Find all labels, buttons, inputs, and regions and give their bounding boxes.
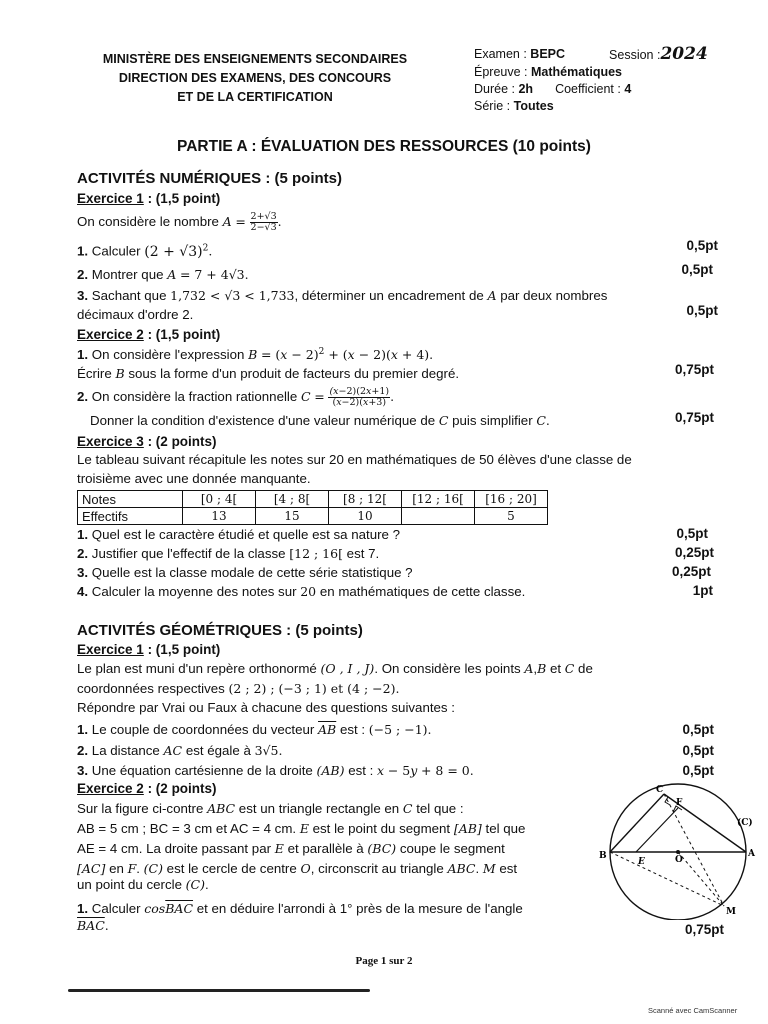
table-cell: [8 ; 12[ [329, 491, 402, 508]
table-cell: 5 [475, 508, 548, 525]
label-m: M [726, 907, 736, 917]
session-value: 2024 [660, 44, 708, 64]
page-footer: Page 1 sur 2 [355, 955, 413, 967]
num-ex3-q4: 4. Calculer la moyenne des notes sur 20 en mathématiques de cette classe. [77, 584, 526, 599]
geo-ex2-line-2: AB = 5 cm ; BC = 3 cm et AC = 4 cm. E est le point du segment [AB] tel que [77, 821, 526, 836]
num-ex2-q2: 2. On considère la fraction rationnelle C = $\frac{(x-2)(2x+1)}{(x-2)(x+3)}$ . [77, 386, 395, 408]
coef-value: 4 [624, 82, 632, 96]
geo-ex2-q1-points: 0,75pt [684, 922, 724, 937]
ministry-line-3: ET DE LA CERTIFICATION [177, 90, 333, 104]
num-ex3-q1-points: 0,5pt [676, 526, 708, 541]
epreuve-label: Épreuve : [474, 65, 528, 79]
exam-info [474, 46, 708, 115]
num-ex1-q3-cont: décimaux d'ordre 2. [77, 307, 194, 322]
geo-ex1-q2: 2. La distance AC est égale à 3√5. [77, 743, 283, 758]
table-cell: 15 [256, 508, 329, 525]
geo-ex2-line-4: [AC] en F. (C) est le cercle de centre O, circonscrit au triangle ABC. M est [77, 861, 518, 876]
num-ex2-q1: 1. On considère l'expression $B = (x - 2)^2 + (x - 2)(x + 4)$. [77, 347, 434, 363]
label-circle: (C) [737, 818, 753, 828]
num-ex3-q3-points: 0,25pt [671, 564, 711, 579]
session-label: Session : [609, 48, 661, 62]
duree-label: Durée : [474, 82, 515, 96]
geo-ex2-line-5: un point du cercle (C). [77, 877, 209, 892]
exam-label: Examen : [474, 47, 527, 61]
geo-ex1-intro-2: coordonnées respectives (2 ; 2) ; (−3 ; 1) et (4 ; −2). [77, 681, 400, 696]
table-cell: Effectifs [78, 508, 183, 525]
num-ex3-title: Exercice 3 : (2 points) [77, 434, 217, 449]
num-ex2-title: Exercice 2 : (1,5 point) [77, 327, 221, 342]
exam-value: BEPC [530, 47, 566, 61]
geo-ex2-line-3: AE = 4 cm. La droite passant par E et parallèle à (BC) coupe le segment [77, 841, 505, 856]
stats-table [77, 490, 548, 525]
numeric-section-title: ACTIVITÉS NUMÉRIQUES : (5 points) [77, 170, 343, 187]
label-e: E [638, 857, 645, 867]
bottom-divider [68, 989, 370, 992]
segment-bc [610, 794, 664, 852]
num-ex2-q1-points: 0,75pt [674, 362, 714, 377]
geo-ex1-q1-points: 0,5pt [682, 722, 714, 737]
segment-cm [664, 794, 724, 906]
coef-label: Coefficient : [555, 82, 621, 96]
num-ex1-q1-points: 0,5pt [686, 238, 718, 253]
ministry-header [60, 50, 450, 107]
geo-ex1-q1: 1. Le couple de coordonnées du vecteur $\overline{AB}$ est : (−5 ; −1). [77, 722, 432, 737]
geo-ex1-title: Exercice 1 : (1,5 point) [77, 642, 221, 657]
label-f: F [676, 798, 683, 808]
table-cell: 13 [183, 508, 256, 525]
label-a: A [748, 849, 755, 859]
label-b: B [599, 851, 607, 861]
center-o [676, 850, 680, 854]
label-c: C [656, 785, 664, 795]
geo-ex1-intro-3: Répondre par Vrai ou Faux à chacune des questions suivantes : [77, 700, 455, 715]
segment-om [678, 852, 724, 906]
serie-value: Toutes [513, 99, 554, 113]
num-ex3-q3: 3. Quelle est la classe modale de cette série statistique ? [77, 565, 413, 580]
serie-label: Série : [474, 99, 511, 113]
num-ex2-q2-points: 0,75pt [674, 410, 714, 425]
ministry-line-2: DIRECTION DES EXAMENS, DES CONCOURS [118, 71, 392, 85]
geo-ex1-intro-1: Le plan est muni d'un repère orthonormé (O , I , J). On considère les points A,B et C de [77, 661, 593, 676]
geo-ex2-q1-angle: $\overline{BAC}$. [77, 918, 109, 933]
epreuve-value: Mathématiques [531, 65, 622, 79]
num-ex2-q1b: Écrire B sous la forme d'un produit de facteurs du premier degré. [77, 366, 460, 381]
geo-ex2-line-1: Sur la figure ci-contre ABC est un triangle rectangle en C tel que : [77, 801, 464, 816]
segment-ef [636, 808, 678, 852]
duree-value: 2h [518, 82, 534, 96]
label-o: O [675, 855, 683, 865]
num-ex1-title: Exercice 1 : (1,5 point) [77, 191, 221, 206]
table-row [78, 491, 548, 508]
num-ex1-q2-points: 0,5pt [681, 262, 713, 277]
geometric-section-title: ACTIVITÉS GÉOMÉTRIQUES : (5 points) [77, 622, 363, 639]
num-ex1-q3: 3. Sachant que 1,732 < √3 < 1,733, déterminer un encadrement de A par deux nombres [77, 288, 608, 303]
table-cell [402, 508, 475, 525]
table-cell: [0 ; 4[ [183, 491, 256, 508]
table-cell: [12 ; 16[ [402, 491, 475, 508]
table-cell: Notes [78, 491, 183, 508]
num-ex3-intro-2: troisième avec une donnée manquante. [77, 471, 311, 486]
num-ex2-q2b: Donner la condition d'existence d'une valeur numérique de C puis simplifier C. [90, 413, 550, 428]
num-ex3-q2-points: 0,25pt [674, 545, 714, 560]
table-cell: [4 ; 8[ [256, 491, 329, 508]
table-cell: 10 [329, 508, 402, 525]
num-ex1-q2: 2. Montrer que A = 7 + 4√3. [77, 267, 249, 282]
geo-ex1-q3-points: 0,5pt [682, 763, 714, 778]
num-ex1-q3-points: 0,5pt [686, 303, 718, 318]
num-ex1-q1: 1. Calculer $(2 + √3)^2$. [77, 243, 213, 260]
num-ex3-intro-1: Le tableau suivant récapitule les notes sur 20 en mathématiques de 50 élèves d'une classe de [77, 452, 632, 467]
part-title: PARTIE A : ÉVALUATION DES RESSOURCES (10 points) [177, 138, 591, 155]
triangle-circle-figure [596, 780, 766, 920]
num-ex3-q4-points: 1pt [692, 583, 713, 598]
table-row [78, 508, 548, 525]
geo-ex2-title: Exercice 2 : (2 points) [77, 781, 217, 796]
num-ex1-intro: On considère le nombre A = $\frac{2+√3}{2-√3}$ . [77, 211, 282, 233]
geo-ex1-q3: 3. Une équation cartésienne de la droite (AB) est : x − 5y + 8 = 0. [77, 763, 474, 778]
num-ex3-q2: 2. Justifier que l'effectif de la classe [12 ; 16[ est 7. [77, 546, 380, 561]
geo-ex1-q2-points: 0,5pt [682, 743, 714, 758]
geo-ex2-q1: 1. Calculer $\cos\overline{BAC}$ et en déduire l'arrondi à 1° près de la mesure de l'angle [77, 901, 523, 916]
table-cell: [16 ; 20] [475, 491, 548, 508]
scanner-watermark: Scanné avec CamScanner [648, 1006, 738, 1015]
num-ex3-q1: 1. Quel est le caractère étudié et quelle est sa nature ? [77, 527, 401, 542]
ministry-line-1: MINISTÈRE DES ENSEIGNEMENTS SECONDAIRES [102, 52, 408, 66]
